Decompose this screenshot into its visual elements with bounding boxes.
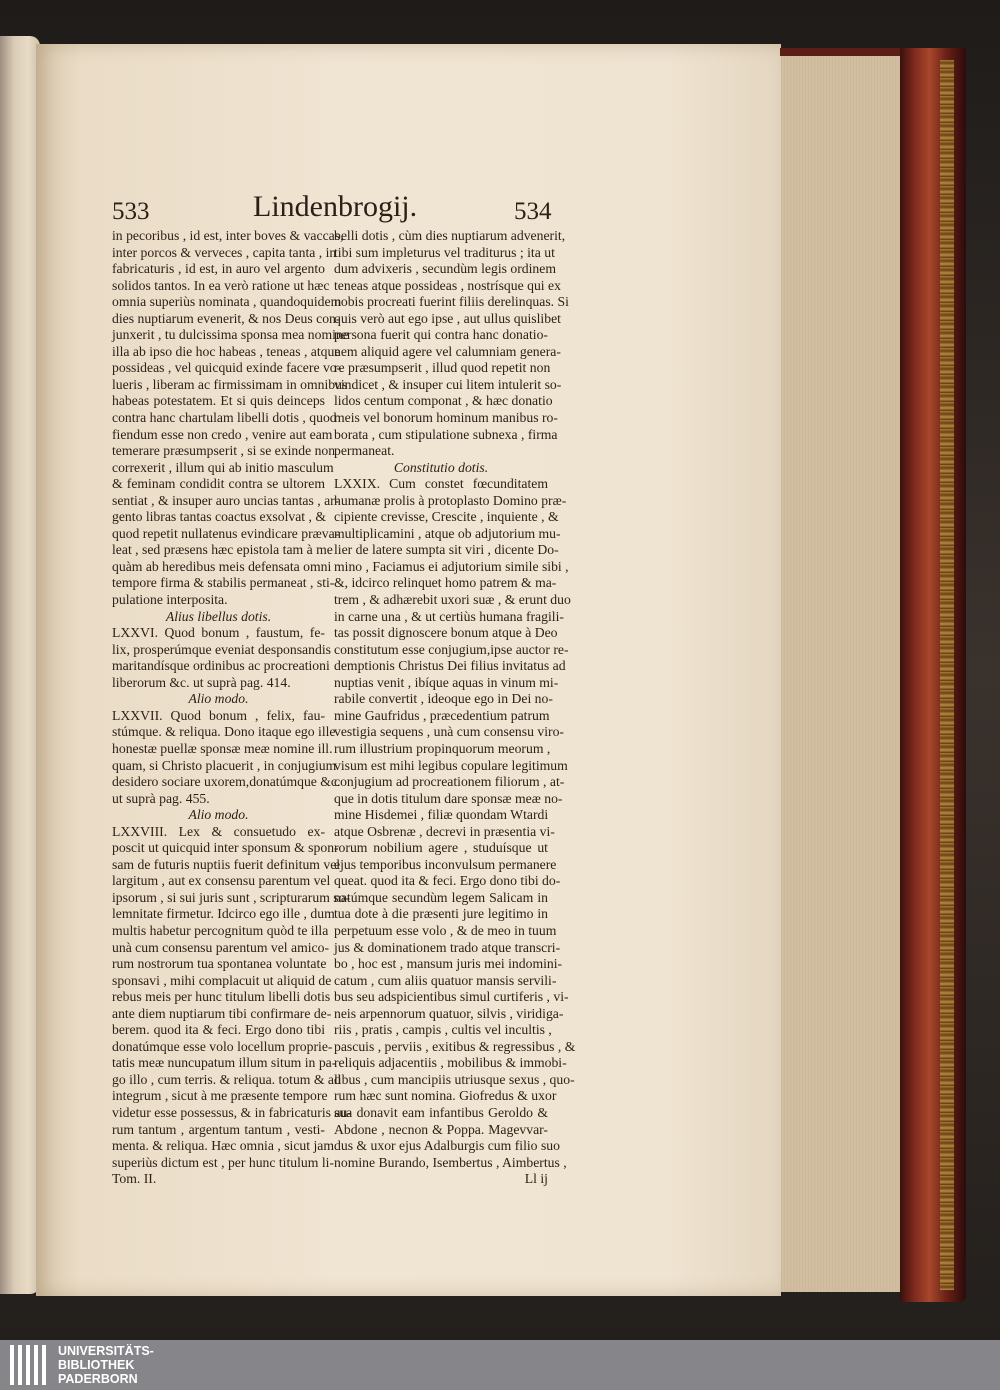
text-line: nem aliquid agere vel calumniam genera- — [334, 343, 561, 359]
text-line: lemnitate firmetur. Idcirco ego ille , dum — [112, 906, 335, 922]
text-line: Abdone , necnon & Poppa. Magevvar- — [334, 1121, 548, 1137]
marbled-cover — [900, 48, 966, 1302]
text-line: persona fuerit qui contra hanc donatio- — [334, 327, 548, 343]
text-line: pascuis , perviis , exitibus & regressibus , & — [334, 1038, 576, 1054]
text-line: berem. quod ita & feci. Ergo dono tibi — [112, 1022, 325, 1038]
text-line: tempore firma & stabilis permaneat , sti- — [112, 575, 335, 591]
text-line: go illo , cum terris. & reliqua. totum & ad — [112, 1071, 341, 1087]
text-line: vestigia sequens , unà cum consensu viro- — [334, 724, 564, 740]
text-line: integrum , sicut à me præsente tempore — [112, 1088, 328, 1104]
text-line: Tom. II. — [112, 1171, 157, 1187]
text-line: nuptias venit , ibíque aquas in vinum mi- — [334, 674, 559, 690]
text-line: atque Osbrenæ , decrevi in præsentia vi- — [334, 823, 555, 839]
text-line: vindicet , & insuper cui litem intulerit so- — [334, 376, 562, 392]
text-line: junxerit , tu dulcissima sponsa mea nomine — [112, 327, 349, 343]
text-line: poscit ut quicquid inter sponsum & spon- — [112, 840, 339, 856]
text-line: videtur esse possessus, & in fabricaturis au- — [112, 1104, 352, 1120]
text-line: ejus temporibus inconvulsum permanere — [334, 856, 557, 872]
text-line: pulatione interposita. — [112, 592, 228, 608]
text-line: multis habetur percognitum quòd te illa — [112, 922, 329, 938]
logo-line: PADERBORN — [58, 1372, 138, 1386]
text-line: Alius libellus dotis. — [165, 608, 272, 624]
text-line: rabile convertit , ideoque ego in Dei no- — [334, 691, 553, 707]
text-line: rebus meis per hunc titulum libelli dotis — [112, 989, 331, 1005]
page-number-right: 534 — [514, 198, 552, 225]
text-line: solidos tantos. In ea verò ratione ut hæc — [112, 277, 330, 293]
text-line: quàm ab heredibus meis defensata omni — [112, 558, 332, 574]
text-line: possideas , vel quicquid exinde facere vo- — [112, 360, 342, 376]
text-line: temerare præsumpserit , si se exinde non — [112, 443, 336, 459]
text-line: multiplicamini , atque ob adjutorium mu- — [334, 525, 561, 541]
library-footer — [0, 1340, 1000, 1390]
text-line: trem , & adhærebit uxori suæ , & erunt duo — [334, 592, 571, 608]
text-line: ut suprà pag. 455. — [112, 790, 210, 806]
text-line: in pecoribus , id est, inter boves & vaccas, — [112, 228, 344, 243]
text-line: dus & uxor ejus Adalburgis cum filio suo — [334, 1138, 560, 1154]
text-line: in carne una , & ut certiùs humana fragili- — [334, 608, 564, 624]
text-line: lix, prosperúmque eveniat desponsandis — [112, 641, 331, 657]
text-line: rum illustrium propinquorum meorum , — [334, 740, 551, 756]
text-line: contra hanc chartulam libelli dotis , quod — [112, 410, 337, 426]
text-line: cipiente crevisse, Crescite , inquiente , & — [334, 509, 559, 525]
library-logo-icon — [10, 1345, 52, 1385]
text-line: mino , Faciamus ei adjutorium simile sibi , — [334, 558, 569, 574]
text-line: lueris , liberam ac firmissimam in omnibus — [112, 376, 348, 392]
text-line: quam, si Christo placuerit , in conjugium — [112, 757, 337, 773]
text-line: mine Gaufridus , præcedentium patrum — [334, 707, 550, 723]
text-line: leat , sed præsens hæc epistola tam à me — [112, 542, 333, 558]
text-block-edges — [781, 52, 907, 1292]
text-line: correxerit , illum qui ab initio masculum — [112, 459, 334, 475]
text-line: sam de futuris nuptiis fuerit definitum vel — [112, 856, 341, 872]
text-line: meis vel bonorum hominum manibus ro- — [334, 410, 558, 426]
text-line: dies nuptiarum evenerit, & nos Deus con- — [112, 310, 341, 326]
text-line: dum advixeris , secundùm legis ordinem — [334, 261, 557, 277]
logo-line: UNIVERSITÄTS- — [58, 1344, 154, 1358]
text-line: borata , cum stipulatione subnexa , firma — [334, 426, 558, 442]
text-line: rorum nobilium agere , studuísque ut — [334, 840, 548, 856]
text-line: tatis meæ nuncupatum illum situm in pa- — [112, 1055, 337, 1071]
text-line: Ll ij — [524, 1171, 548, 1187]
text-line: inter porcos & verveces , capita tanta , in — [112, 244, 337, 260]
text-line: Alio modo. — [188, 691, 249, 707]
text-line: nomine Burando, Isembertus , Aimbertus , — [334, 1154, 567, 1170]
text-line: riis , pratis , campis , cultis vel incultis , — [334, 1022, 552, 1038]
text-line: belli dotis , cùm dies nuptiarum advenerit, — [334, 228, 566, 243]
gilt-border — [940, 60, 954, 1290]
text-line: LXXVII. Quod bonum , felix, fau- — [112, 707, 325, 723]
library-logo-text — [58, 1344, 154, 1386]
text-line: maritandísque ordinibus ac procreationi — [112, 658, 330, 674]
text-line: LXXVI. Quod bonum , faustum, fe- — [112, 625, 325, 641]
text-line: rum tantum , argentum tantum , vesti- — [112, 1121, 325, 1137]
text-line: ipsorum , si sui juris sunt , scripturarum so- — [112, 889, 351, 905]
text-line: stúmque. & reliqua. Dono itaque ego ille — [112, 724, 336, 740]
text-line: visum est mihi legibus copulare legitimum — [334, 757, 568, 773]
text-line: &, idcirco relinquet homo patrem & ma- — [334, 575, 557, 591]
text-line: LXXVIII. Lex & consuetudo ex- — [112, 823, 325, 839]
logo-line: BIBLIOTHEK — [58, 1358, 135, 1372]
text-line: tibi sum impleturus vel traditurus ; ita ut — [334, 244, 555, 260]
text-line: teneas atque possideas , nostrísque qui ex — [334, 277, 561, 293]
page-number-left: 533 — [112, 198, 150, 225]
text-line: habeas potestatem. Et si quis deinceps — [112, 393, 325, 409]
text-line: neis arpennorum quatuor, silvis , viridiga- — [334, 1005, 564, 1021]
text-line: omnia superiùs nominata , quandoquidem — [112, 294, 342, 310]
text-line: queat. quod ita & feci. Ergo dono tibi do- — [334, 873, 561, 889]
text-line: illa ab ipso die hoc habeas , teneas , atque — [112, 343, 341, 359]
text-line: humanæ prolis à protoplasto Domino præ- — [334, 492, 567, 508]
text-line: honestæ puellæ sponsæ meæ nomine ill. — [112, 740, 333, 756]
text-line: bo , hoc est , mansum juris mei indomini- — [334, 956, 563, 972]
text-line: jus & dominationem trado atque transcri- — [334, 939, 561, 955]
text-line: lier de latere sumpta sit viri , dicente Do- — [334, 542, 559, 558]
text-line: Alio modo. — [188, 807, 249, 823]
text-line: liberorum &c. ut suprà pag. 414. — [112, 674, 291, 690]
text-line: bus seu adspicientibus simul curtiferis , vi- — [334, 989, 569, 1005]
text-line: LXXIX. Cum constet fœcunditatem — [334, 476, 548, 492]
text-line: fiendum esse non credo , venire aut eam — [112, 426, 333, 442]
text-line: natúmque secundùm legem Salicam in — [334, 889, 548, 905]
text-line: superiùs dictum est , per hunc titulum li- — [112, 1154, 335, 1170]
text-line: permaneat. — [334, 443, 395, 459]
text-line: perpetuum esse volo , & de meo in tuum — [334, 922, 557, 938]
text-line: rum hæc sunt nomina. Giofredus & uxor — [334, 1088, 557, 1104]
text-line: quod repetit nullatenus evindicare præva- — [112, 525, 340, 541]
text-line: que in dotis titulum dare sponsæ meæ no- — [334, 790, 563, 806]
text-line: rum nostrorum tua spontanea voluntate — [112, 956, 327, 972]
text-line: & feminam condidit contra se ultorem — [112, 476, 325, 492]
text-line: donatúmque esse volo locellum proprie- — [112, 1038, 333, 1054]
text-column-right — [334, 228, 576, 1188]
text-line: tas possit dignoscere bonum atque à Deo — [334, 625, 558, 641]
text-line: tua dote à die præsenti jure legitimo in — [334, 906, 548, 922]
text-line: constitutum esse conjugium,ipse auctor re- — [334, 641, 569, 657]
text-line: sua donavit eam infantibus Geroldo & — [334, 1104, 548, 1120]
text-line: Constitutio dotis. — [393, 459, 489, 475]
text-line: sponsavi , mihi complacuit ut aliquid de — [112, 972, 332, 988]
text-line: menta. & reliqua. Hæc omnia , sicut jam — [112, 1138, 334, 1154]
text-line: desidero sociare uxorem,donatúmque &c. — [112, 774, 341, 790]
text-line: ante diem nuptiarum tibi confirmare de- — [112, 1005, 332, 1021]
text-line: conjugium ad procreationem filiorum , at- — [334, 774, 565, 790]
text-line: mine Hisdemei , filiæ quondam Wtardi — [334, 807, 549, 823]
facing-page-edge — [0, 36, 40, 1294]
text-line: largitum , aut ex consensu parentum vel — [112, 873, 331, 889]
text-line: fabricaturis , id est, in auro vel argento — [112, 261, 325, 277]
text-line: lidos centum componat , & hæc donatio — [334, 393, 553, 409]
text-column-left — [112, 228, 352, 1188]
text-line: catum , cum aliis quatuor mansis servili- — [334, 972, 557, 988]
text-line: sentiat , & insuper auro uncias tantas , ar- — [112, 492, 340, 508]
text-line: re præsumpserit , illud quod repetit non — [334, 360, 551, 376]
text-line: demptionis Christus Dei filius invitatus ad — [334, 658, 566, 674]
text-line: nobis procreati fuerint filiis derelinquas. Si — [334, 294, 569, 310]
text-line: libus , cum mancipiis utriusque sexus , quo- — [334, 1071, 575, 1087]
text-line: gento libras tantas coactus exsolvat , & — [112, 509, 327, 525]
text-line: quis verò aut ego ipse , aut ullus quislibet — [334, 310, 561, 326]
running-title: Lindenbrogij. — [253, 190, 418, 223]
text-line: reliquis adjacentiis , mobilibus & immobi- — [334, 1055, 567, 1071]
text-line: unà cum consensu parentum vel amico- — [112, 939, 330, 955]
